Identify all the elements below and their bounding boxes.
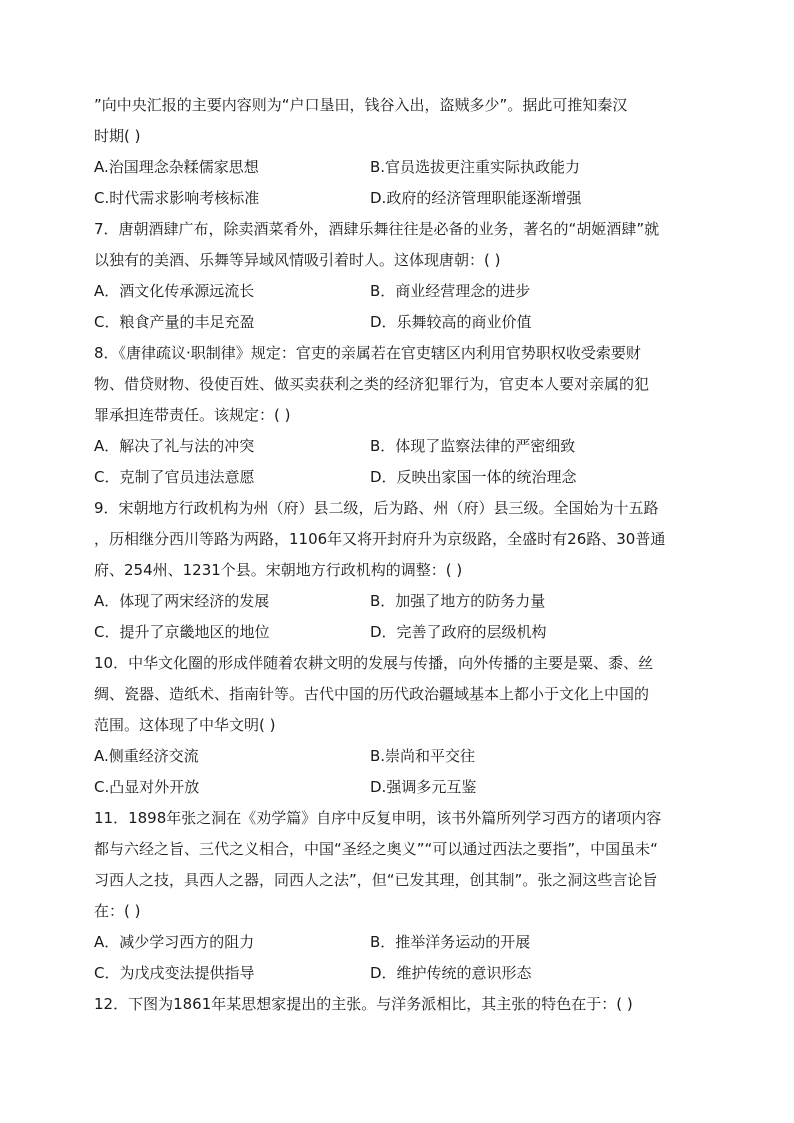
text-line: 10．中华文化圈的形成伴随着农耕文明的发展与传播，向外传播的主要是粟、黍、丝: [94, 654, 654, 672]
text-line: 都与六经之旨、三代之义相合，中国“圣经之奥义”“可以通过西法之要指”，中国虽未“: [94, 840, 658, 858]
text-line: 绸、瓷器、造纸术、指南针等。古代中国的历代政治疆域基本上都小于文化上中国的: [94, 685, 650, 703]
options-row: [94, 958, 700, 989]
text-line: 习西人之技，具西人之器，同西人之法”，但“已发其理，创其制”。张之洞这些言论旨: [94, 871, 658, 889]
options-row: [94, 307, 700, 338]
options-row: [94, 927, 700, 958]
text-line: 9．宋朝地方行政机构为州（府）县二级，后为路、州（府）县三级。全国始为十五路: [94, 499, 659, 517]
options-row: [94, 586, 700, 617]
option-right: D.强调多元互鉴: [370, 778, 477, 796]
text-line: 12．下图为1861年某思想家提出的主张。与洋务派相比，其主张的特色在于：( ): [94, 995, 633, 1013]
text-line: 在：( ): [94, 902, 141, 920]
options-row: [94, 617, 700, 648]
options-row: [94, 772, 700, 803]
text-line: 7．唐朝酒肆广布，除卖酒菜肴外，酒肆乐舞往往是必备的业务，著名的“胡姬酒肆”就: [94, 220, 660, 238]
option-left: C.时代需求影响考核标准: [94, 189, 260, 207]
option-right: D．完善了政府的层级机构: [370, 623, 547, 641]
text-line: 8．《唐律疏议·职制律》规定：官吏的亲属若在官吏辖区内利用官势职权收受索要财: [94, 344, 641, 362]
option-left: A.侧重经济交流: [94, 747, 199, 765]
text-line: ”向中央汇报的主要内容则为“户口垦田，钱谷入出，盗贼多少”。据此可推知秦汉: [94, 96, 628, 114]
options-row: [94, 431, 700, 462]
option-right: B．推举洋务运动的开展: [370, 933, 531, 951]
option-right: B.崇尚和平交往: [370, 747, 476, 765]
option-left: A．酒文化传承源远流长: [94, 282, 255, 300]
option-left: A.治国理念杂糅儒家思想: [94, 158, 259, 176]
options-row: [94, 276, 700, 307]
option-left: C.凸显对外开放: [94, 778, 200, 796]
option-left: C．为戊戌变法提供指导: [94, 964, 255, 982]
option-left: C．粮食产量的丰足充盈: [94, 313, 255, 331]
option-right: D.政府的经济管理职能逐渐增强: [370, 189, 582, 207]
text-line: ，历相继分西川等路为两路，1106年又将开封府升为京级路，全盛时有26路、30普通: [94, 530, 666, 548]
option-left: C．提升了京畿地区的地位: [94, 623, 270, 641]
text-line: 范围。这体现了中华文明( ): [94, 716, 276, 734]
option-right: D．乐舞较高的商业价值: [370, 313, 532, 331]
text-line: 以独有的美酒、乐舞等异域风情吸引着时人。这体现唐朝：( ): [94, 251, 501, 269]
text-line: 物、借贷财物、役使百姓、做买卖获利之类的经济犯罪行为，官吏本人要对亲属的犯: [94, 375, 650, 393]
option-left: A．体现了两宋经济的发展: [94, 592, 270, 610]
option-right: D．反映出家国一体的统治理念: [370, 468, 577, 486]
options-row: [94, 152, 700, 183]
text-line: 罪承担连带责任。该规定：( ): [94, 406, 291, 424]
text-line: 府、254州、1231个县。宋朝地方行政机构的调整：( ): [94, 561, 463, 579]
option-right: B．加强了地方的防务力量: [370, 592, 546, 610]
option-right: B.官员选拔更注重实际执政能力: [370, 158, 581, 176]
document-page: [94, 90, 700, 1020]
option-right: B．体现了监察法律的严密细致: [370, 437, 576, 455]
option-right: D．维护传统的意识形态: [370, 964, 532, 982]
options-row: [94, 462, 700, 493]
text-line: 时期( ): [94, 127, 141, 145]
options-row: [94, 183, 700, 214]
option-left: A．解决了礼与法的冲突: [94, 437, 255, 455]
options-row: [94, 741, 700, 772]
option-left: A．减少学习西方的阻力: [94, 933, 255, 951]
text-line: 11．1898年张之洞在《劝学篇》自序中反复申明，该书外篇所列学习西方的诸项内容: [94, 809, 662, 827]
option-right: B．商业经营理念的进步: [370, 282, 531, 300]
option-left: C．克制了官员违法意愿: [94, 468, 255, 486]
